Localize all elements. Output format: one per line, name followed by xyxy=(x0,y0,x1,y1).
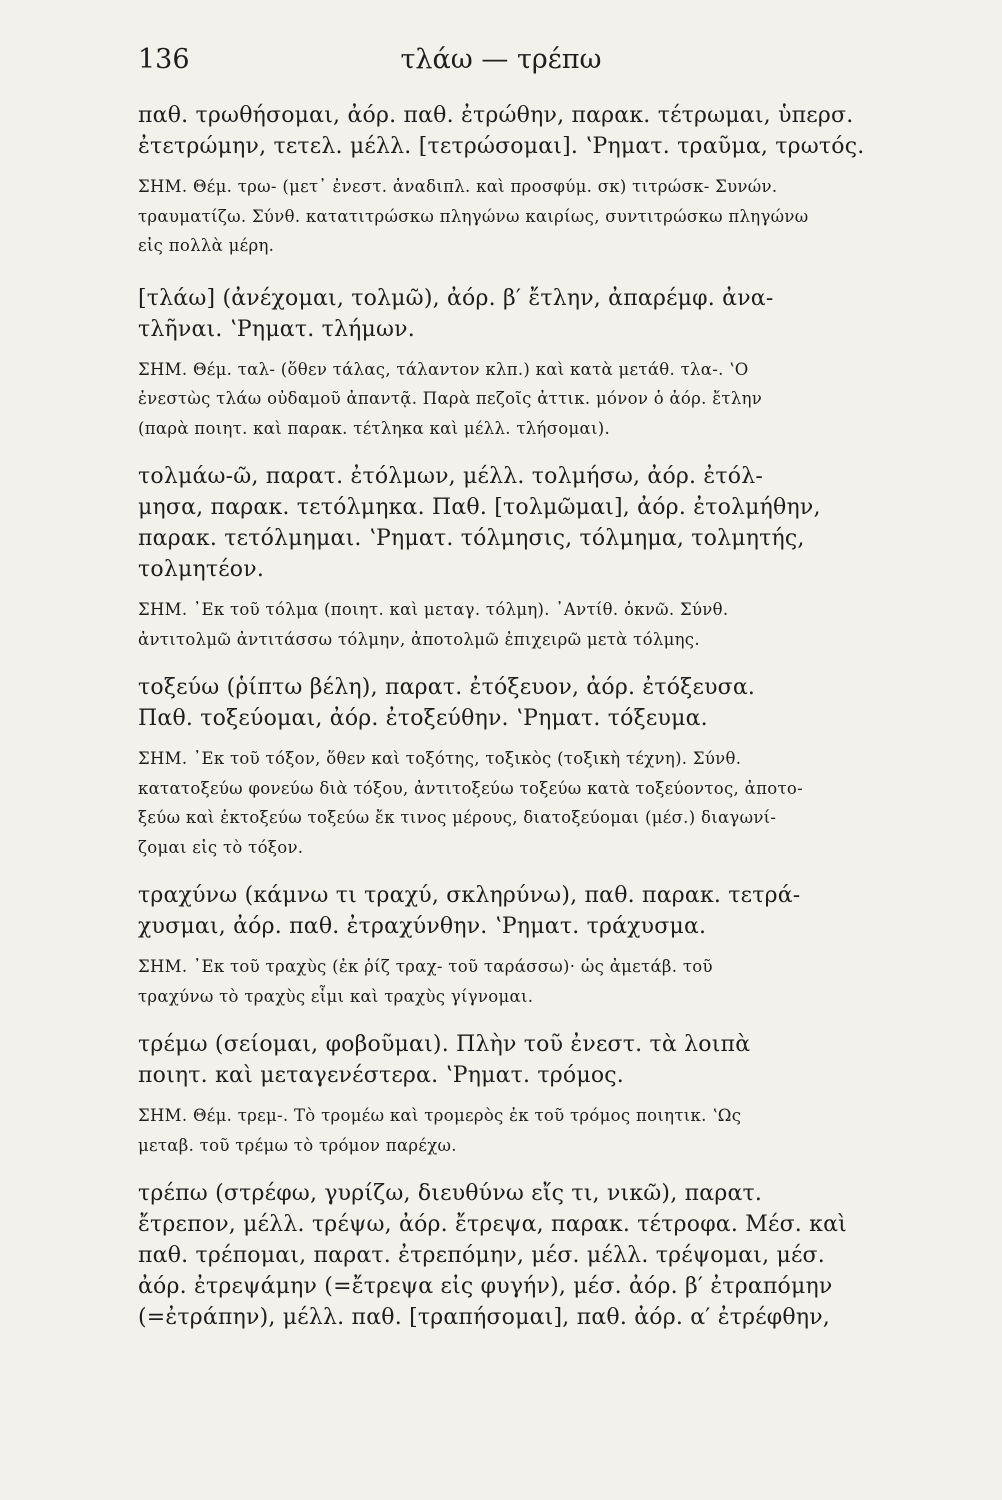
entry-line: ἐτετρώμην, τετελ. μέλλ. [τετρώσομαι]. ʽΡηματ. τραῦμα, τρωτός. xyxy=(138,134,865,159)
entry-line: τολμάω-ῶ, παρατ. ἐτόλμων, μέλλ. τολμήσω, ἀόρ. ἐτόλ- xyxy=(138,464,764,489)
note-paragraph xyxy=(138,952,952,1011)
note-line: μεταβ. τοῦ τρέμω τὸ τρόμον παρέχω. xyxy=(138,1135,457,1155)
entry-line: [τλάω] (ἀνέχομαι, τολμῶ), ἀόρ. β′ ἔτλην, ἀπαρέμφ. ἀνα- xyxy=(138,285,774,311)
note-line: ΣΗΜ. Θέμ. ταλ- (ὅθεν τάλας, τάλαντον κλπ.) καὶ κατὰ μετάθ. τλα-. ʽΟ xyxy=(138,359,749,379)
entry-tolmao xyxy=(138,461,952,585)
entry-trachyno xyxy=(138,880,952,942)
page-header xyxy=(0,44,1002,84)
entry-line: παρακ. τετόλμημαι. ʽΡηματ. τόλμησις, τόλμημα, τολμητής, xyxy=(138,526,805,551)
note-line: ξεύω καὶ ἐκτοξεύω τοξεύω ἔκ τινος μέρους, διατοξεύομαι (μέσ.) διαγωνί- xyxy=(138,808,777,827)
note-line: ἀντιτολμῶ ἀντιτάσσω τόλμην, ἀποτολμῶ ἐπιχειρῶ μετὰ τόλμης. xyxy=(138,629,700,649)
entry-line: τλῆναι. ʽΡηματ. τλήμων. xyxy=(138,316,415,342)
entry-tremo xyxy=(138,1029,952,1091)
note-line: τραυματίζω. Σύνθ. κατατιτρώσκω πληγώνω καιρίως, συντιτρώσκω πληγώνω xyxy=(138,206,809,226)
note-paragraph xyxy=(138,744,952,862)
note-line: ΣΗΜ. ᾽Εκ τοῦ τραχὺς (ἐκ ῥίζ τραχ- τοῦ ταράσσω)· ὡς ἀμετάβ. τοῦ xyxy=(138,957,713,976)
note-paragraph xyxy=(138,172,952,261)
note-line: ΣΗΜ. ᾽Εκ τοῦ τόλμα (ποιητ. καὶ μεταγ. τόλμη). ᾽Αντίθ. ὀκνῶ. Σύνθ. xyxy=(138,600,729,619)
note-line: ΣΗΜ. ᾽Εκ τοῦ τόξον, ὅθεν καὶ τοξότης, τοξικὸς (τοξικὴ τέχνη). Σύνθ. xyxy=(138,749,742,768)
note-line: ἐνεστὼς τλάω οὐδαμοῦ ἀπαντᾷ. Παρὰ πεζοῖς ἀττικ. μόνον ὁ ἀόρ. ἔτλην xyxy=(138,389,763,408)
page-body xyxy=(138,100,952,1333)
entry-line: ἀόρ. ἐτρεψάμην (=ἔτρεψα εἰς φυγήν), μέσ. ἀόρ. β′ ἐτραπόμην xyxy=(138,1274,833,1299)
note-paragraph xyxy=(138,1101,952,1160)
note-paragraph xyxy=(138,595,952,654)
page-number: 136 xyxy=(138,44,190,75)
entry-continuation xyxy=(138,100,952,162)
note-line: κατατοξεύω φονεύω διὰ τόξου, ἀντιτοξεύω τοξεύω κατὰ τοξεύοντος, ἀποτο- xyxy=(138,778,803,798)
entry-line: (=ἐτράπην), μέλλ. παθ. [τραπήσομαι], παθ. ἀόρ. α′ ἐτρέφθην, xyxy=(138,1305,830,1330)
note-line: ζομαι εἰς τὸ τόξον. xyxy=(138,837,304,857)
entry-line: παθ. τρωθήσομαι, ἀόρ. παθ. ἐτρώθην, παρακ. τέτρωμαι, ὑπερσ. xyxy=(138,103,854,128)
entry-line: τολμητέον. xyxy=(138,557,265,582)
entry-line: ποιητ. καὶ μεταγενέστερα. ʽΡηματ. τρόμος. xyxy=(138,1063,624,1088)
note-line: τραχύνω τὸ τραχὺς εἶμι καὶ τραχὺς γίγνομαι. xyxy=(138,986,534,1006)
entry-line: τρέπω (στρέφω, γυρίζω, διευθύνω εἴς τι, νικῶ), παρατ. xyxy=(138,1181,763,1206)
note-line: εἰς πολλὰ μέρη. xyxy=(138,236,275,255)
entry-toxeuo xyxy=(138,672,952,734)
note-line: ΣΗΜ. Θέμ. τρω- (μετ᾽ ἐνεστ. ἀναδιπλ. καὶ προσφύμ. σκ) τιτρώσκ- Συνών. xyxy=(138,177,778,196)
entry-line: παθ. τρέπομαι, παρατ. ἐτρεπόμην, μέσ. μέλλ. τρέψομαι, μέσ. xyxy=(138,1243,825,1268)
entry-line: ἔτρεπον, μέλλ. τρέψω, ἀόρ. ἔτρεψα, παρακ. τέτροφα. Μέσ. καὶ xyxy=(138,1212,848,1237)
entry-line: Παθ. τοξεύομαι, ἀόρ. ἐτοξεύθην. ʽΡηματ. τόξευμα. xyxy=(138,706,708,731)
note-line: (παρὰ ποιητ. καὶ παρακ. τέτληκα καὶ μέλλ. τλήσομαι). xyxy=(138,418,611,438)
entry-line: χυσμαι, ἀόρ. παθ. ἐτραχύνθην. ʽΡηματ. τράχυσμα. xyxy=(138,914,707,939)
entry-line: μησα, παρακ. τετόλμηκα. Παθ. [τολμῶμαι], ἀόρ. ἐτολμήθην, xyxy=(138,495,821,520)
note-paragraph xyxy=(138,355,952,444)
running-head: τλάω — τρέπω xyxy=(400,44,602,75)
entry-tlao xyxy=(138,283,952,345)
entry-trepo xyxy=(138,1178,952,1333)
entry-line: τραχύνω (κάμνω τι τραχύ, σκληρύνω), παθ. παρακ. τετρά- xyxy=(138,883,801,908)
entry-line: τοξεύω (ῥίπτω βέλη), παρατ. ἐτόξευον, ἀόρ. ἐτόξευσα. xyxy=(138,675,756,700)
note-line: ΣΗΜ. Θέμ. τρεμ-. Τὸ τρομέω καὶ τρομερὸς ἐκ τοῦ τρόμος ποιητικ. ʽΩς xyxy=(138,1106,742,1125)
entry-line: τρέμω (σείομαι, φοβοῦμαι). Πλὴν τοῦ ἐνεστ. τὰ λοιπὰ xyxy=(138,1032,751,1057)
